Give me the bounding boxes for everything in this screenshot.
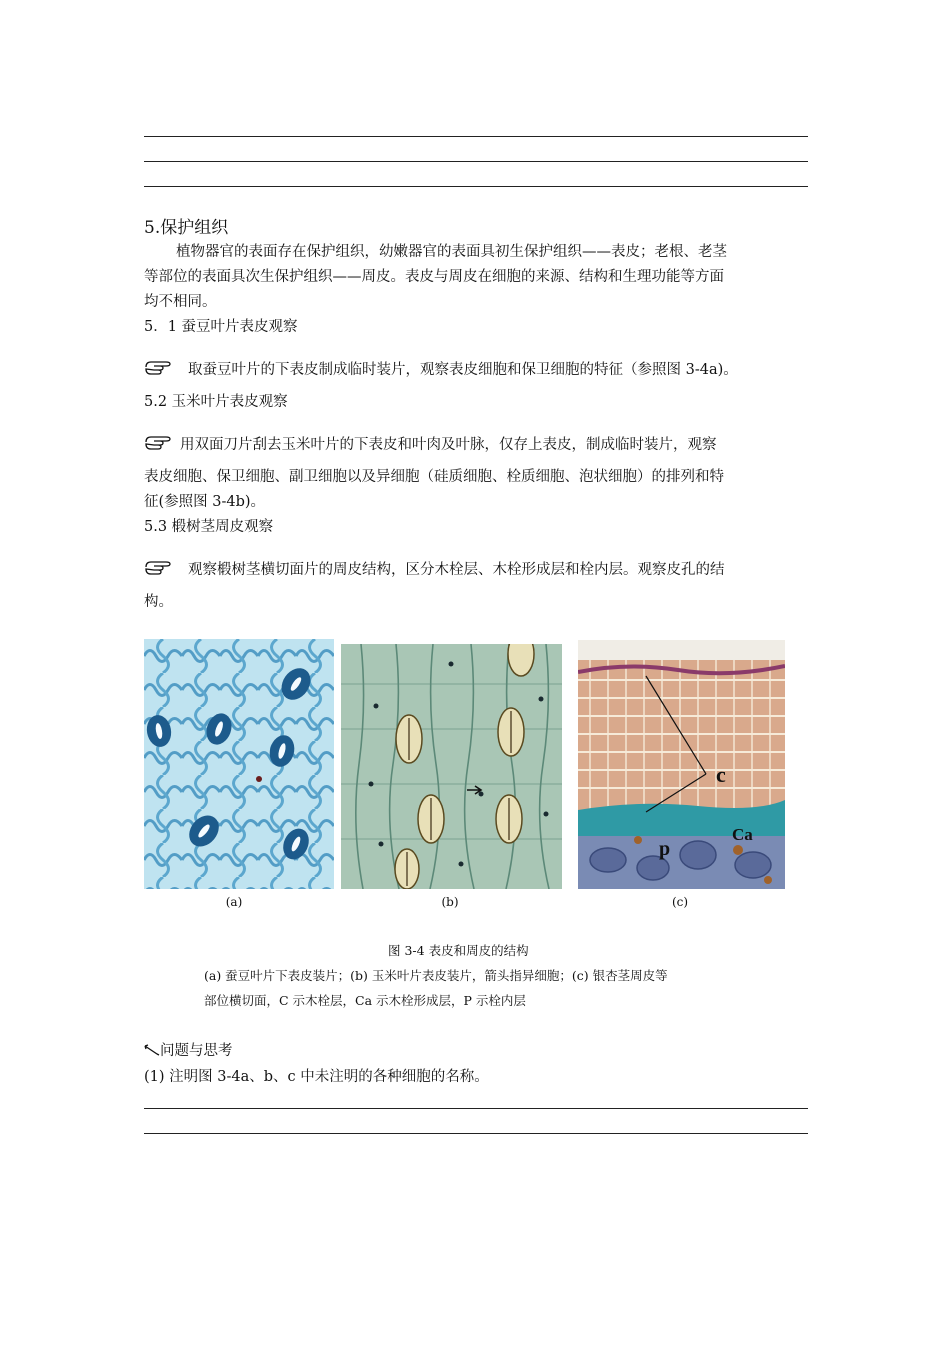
section-title: 5.保护组织	[144, 218, 229, 238]
subsection-3-task-line-2: 构。	[144, 594, 173, 610]
figure-title: 图 3-4 表皮和周皮的结构	[388, 943, 529, 958]
intro-line-2: 等部位的表面具次生保护组织——周皮。表皮与周皮在细胞的来源、结构和生理功能等方面	[144, 269, 724, 285]
subsection-3-task-line-1: 观察椴树茎横切面片的周皮结构，区分木栓层、木栓形成层和栓内层。观察皮孔的结	[144, 558, 808, 583]
question-1: (1) 注明图 3-4a、b、c 中未注明的各种细胞的名称。	[144, 1069, 489, 1085]
subsection-1-heading: 5．1 蚕豆叶片表皮观察	[144, 319, 298, 335]
pencil-icon	[144, 1040, 160, 1052]
figure-panel-a-label: (a)	[225, 895, 243, 909]
subsection-1-task: 取蚕豆叶片的下表皮制成临时装片，观察表皮细胞和保卫细胞的特征（参照图 3-4a)。	[144, 358, 808, 383]
intro-line-3: 均不相同。	[144, 294, 217, 310]
answer-line-1	[144, 136, 808, 137]
figure-description-line-1: (a) 蚕豆叶片下表皮装片；(b) 玉米叶片表皮装片，箭头指异细胞；(c) 银杏茎周皮等	[204, 968, 668, 983]
subsection-2-task-line-2: 表皮细胞、保卫细胞、副卫细胞以及异细胞（硅质细胞、栓质细胞、泡状细胞）的排列和特	[144, 469, 724, 485]
figure-panel-c-image	[578, 640, 785, 889]
figure-description-line-2: 部位横切面，C 示木栓层，Ca 示木栓形成层，P 示栓内层	[204, 993, 526, 1008]
label-cork: c	[716, 762, 726, 787]
label-cork-cambium: Ca	[732, 825, 753, 844]
figure-panel-b-image	[341, 644, 562, 889]
subsection-2-task-line-1: 用双面刀片刮去玉米叶片的下表皮和叶肉及叶脉，仅存上表皮，制成临时装片，观察	[144, 433, 808, 458]
answer-line-5	[144, 1133, 808, 1134]
intro-line-1: 植物器官的表面存在保护组织，幼嫩器官的表面具初生保护组织——表皮；老根、老茎	[176, 244, 727, 260]
pointing-hand-icon	[144, 433, 174, 451]
figure-panel-a-image	[144, 639, 334, 889]
answer-line-3	[144, 186, 808, 187]
subsection-3-heading: 5.3 椴树茎周皮观察	[144, 519, 274, 535]
questions-heading: 问题与思考	[144, 1039, 808, 1064]
label-phelloderm: p	[659, 838, 671, 860]
answer-line-2	[144, 161, 808, 162]
subsection-2-heading: 5.2 玉米叶片表皮观察	[144, 394, 288, 410]
pointing-hand-icon	[144, 558, 174, 576]
figure-panel-b-label: (b)	[441, 895, 459, 909]
answer-line-4	[144, 1108, 808, 1109]
pointing-hand-icon	[144, 358, 174, 376]
figure-panel-c-label: (c)	[671, 895, 689, 909]
subsection-2-task-line-3: 征(参照图 3-4b)。	[144, 494, 266, 510]
